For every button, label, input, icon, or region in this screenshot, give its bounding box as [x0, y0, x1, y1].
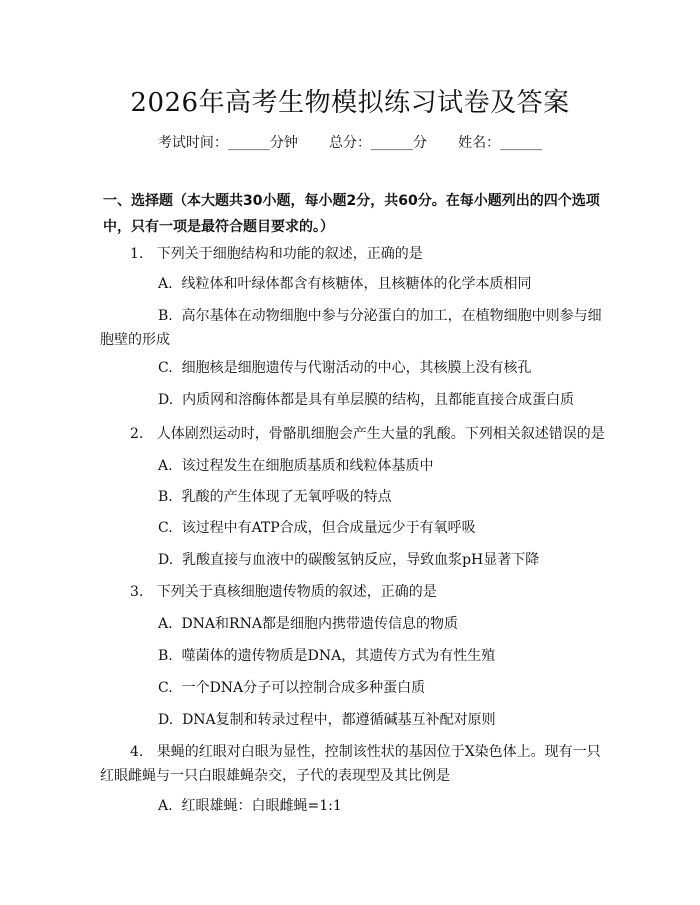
name-field: 姓名：______ [458, 135, 543, 151]
exam-meta [0, 132, 700, 152]
option-b: B. 乳酸的产生体现了无氧呼吸的特点 [158, 489, 392, 505]
question-stem: 2. 人体剧烈运动时，骨骼肌细胞会产生大量的乳酸。下列相关叙述错误的是 [130, 426, 605, 442]
option-c: C. 一个DNA分子可以控制合成多种蛋白质 [158, 680, 426, 696]
option-a: A. 线粒体和叶绿体都含有核糖体，且核糖体的化学本质相同 [158, 276, 532, 292]
option-a: A. 红眼雄蝇：白眼雌蝇=1:1 [158, 798, 342, 814]
exam-time-field: 考试时间：______分钟 [157, 135, 298, 151]
question-stem: 1. 下列关于细胞结构和功能的叙述，正确的是 [130, 246, 423, 262]
option-d: D. 内质网和溶酶体都是具有单层膜的结构，且都能直接合成蛋白质 [158, 392, 575, 408]
option-d: D. 乳酸直接与血液中的碳酸氢钠反应，导致血浆pH显著下降 [158, 552, 540, 568]
option-b: B. 噬菌体的遗传物质是DNA，其遗传方式为有性生殖 [158, 648, 496, 664]
question-stem: 3. 下列关于真核细胞遗传物质的叙述，正确的是 [130, 584, 437, 600]
total-score-field: 总分：______分 [329, 135, 427, 151]
page-title: 2026年高考生物模拟练习试卷及答案 [130, 88, 570, 118]
option-a: A. 该过程发生在细胞质基质和线粒体基质中 [158, 458, 434, 474]
section-heading: 一、选择题（本大题共30小题，每小题2分，共60分。在每小题列出的四个选项中，只有一项是最符合题目要求的。） [103, 193, 600, 235]
option-c: C. 该过程中有ATP合成，但合成量远少于有氧呼吸 [158, 520, 476, 536]
option-b: B. 高尔基体在动物细胞中参与分泌蛋白的加工，在植物细胞中则参与细胞壁的形成 [100, 308, 602, 348]
option-c: C. 细胞核是细胞遗传与代谢活动的中心，其核膜上没有核孔 [158, 360, 532, 376]
question-stem: 4. 果蝇的红眼对白眼为显性，控制该性状的基因位于X染色体上。现有一只红眼雌蝇与一只白眼雄蝇杂交，子代的表现型及其比例是 [100, 744, 601, 784]
option-d: D. DNA复制和转录过程中，都遵循碱基互补配对原则 [158, 712, 496, 728]
option-a: A. DNA和RNA都是细胞内携带遗传信息的物质 [158, 616, 458, 632]
